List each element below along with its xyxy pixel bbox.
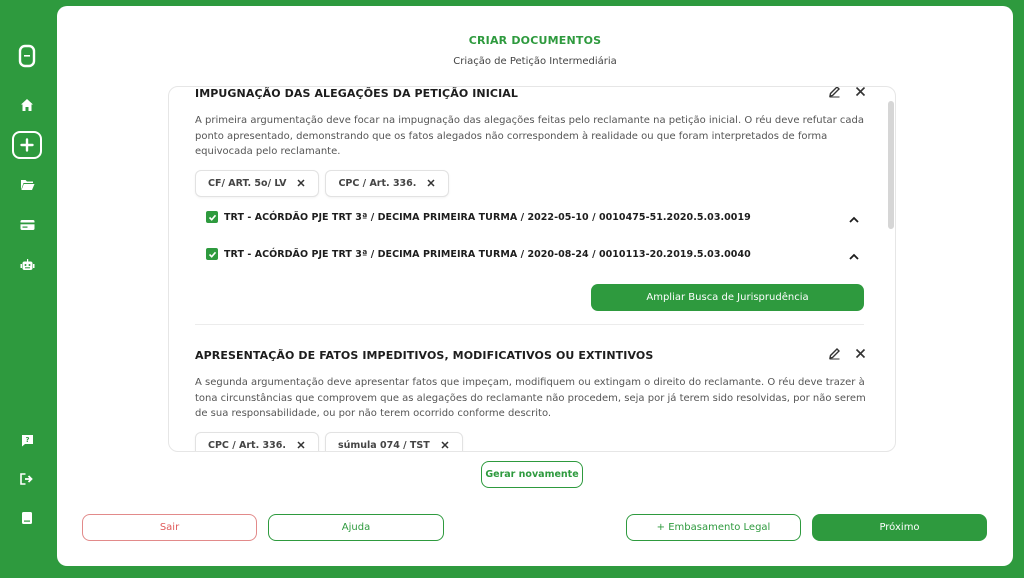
jurisprudence-item <box>206 209 866 225</box>
section-title: IMPUGNAÇÃO DAS ALEGAÇÕES DA PETIÇÃO INICIAL <box>195 87 519 100</box>
app-logo-icon[interactable] <box>12 41 42 71</box>
svg-text:?: ? <box>24 435 30 444</box>
add-icon[interactable] <box>12 131 42 159</box>
chevron-up-icon[interactable] <box>848 211 860 223</box>
remove-chip-icon[interactable] <box>440 440 450 450</box>
page-title: CRIAR DOCUMENTOS <box>468 34 602 47</box>
section-divider <box>195 324 864 325</box>
jurisprudence-checkbox[interactable] <box>206 248 218 260</box>
chip-label: CF/ ART. 5o/ LV <box>208 177 287 189</box>
chip-label: CPC / Art. 336. <box>338 177 417 189</box>
legal-basis-button[interactable]: + Embasamento Legal <box>626 514 801 541</box>
regenerate-button[interactable]: Gerar novamente <box>481 461 583 488</box>
chevron-up-icon[interactable] <box>848 248 860 260</box>
edit-icon[interactable] <box>827 346 841 360</box>
chip-label: CPC / Art. 336. <box>208 439 286 451</box>
next-button[interactable]: Próximo <box>812 514 987 541</box>
sidebar <box>0 0 56 578</box>
legal-reference-chip <box>325 170 449 197</box>
argument-section <box>195 87 865 197</box>
remove-chip-icon[interactable] <box>426 178 436 188</box>
arguments-container[interactable] <box>168 86 896 452</box>
argument-section <box>195 349 865 452</box>
section-title: APRESENTAÇÃO DE FATOS IMPEDITIVOS, MODIFICATIVOS OU EXTINTIVOS <box>195 349 654 362</box>
home-icon[interactable] <box>12 90 42 120</box>
help-icon[interactable] <box>12 425 42 455</box>
robot-icon[interactable] <box>12 250 42 280</box>
section-description: A primeira argumentação deve focar na impugnação das alegações feitas pelo reclamante na petição inicial. O réu deve refutar cada ponto apresentado, demonstrando que os fatos alegados não correspondem à realidade ou que foram interpretados de forma equivocada pelo reclamante. <box>195 115 865 157</box>
legal-references <box>195 432 865 453</box>
logout-icon[interactable] <box>12 464 42 494</box>
legal-reference-chip <box>195 170 319 197</box>
legal-reference-chip <box>325 432 463 453</box>
legal-reference-chip <box>195 432 319 453</box>
card-icon[interactable] <box>12 210 42 240</box>
exit-button[interactable]: Sair <box>82 514 257 541</box>
scrollbar[interactable] <box>888 101 894 229</box>
section-actions <box>827 87 867 98</box>
chip-label: súmula 074 / TST <box>337 439 430 451</box>
legal-references <box>195 170 865 197</box>
section-description: A segunda argumentação deve apresentar fatos que impeçam, modifiquem ou extingam o direito do reclamante. O réu deve trazer à tona circunstâncias que comprovem que as alegações do reclamante não procedem, seja por já terem sido resolvidas, por não serem de sua responsabilidade, ou por não terem ocorrido conforme descrito. <box>195 377 866 419</box>
jurisprudence-label: TRT - ACÓRDÃO PJE TRT 3ª / DECIMA PRIMEIRA TURMA / 2020-08-24 / 0010113-20.2019.5.03.0040 <box>224 248 751 260</box>
remove-chip-icon[interactable] <box>296 440 306 450</box>
jurisprudence-checkbox[interactable] <box>206 211 218 223</box>
remove-chip-icon[interactable] <box>296 178 306 188</box>
page-subtitle: Criação de Petição Intermediária <box>453 56 617 67</box>
folder-icon[interactable] <box>12 170 42 200</box>
jurisprudence-label: TRT - ACÓRDÃO PJE TRT 3ª / DECIMA PRIMEIRA TURMA / 2022-05-10 / 0010475-51.2020.5.03.0019 <box>224 211 751 223</box>
close-icon[interactable] <box>853 87 867 98</box>
section-actions <box>827 346 867 360</box>
close-icon[interactable] <box>853 346 867 360</box>
main-panel <box>57 6 1013 566</box>
book-icon[interactable] <box>12 503 42 533</box>
arguments-scroll-area <box>169 87 889 452</box>
jurisprudence-item <box>206 246 866 262</box>
expand-jurisprudence-button[interactable]: Ampliar Busca de Jurisprudência <box>591 284 864 311</box>
help-button[interactable]: Ajuda <box>268 514 444 541</box>
edit-icon[interactable] <box>827 87 841 98</box>
